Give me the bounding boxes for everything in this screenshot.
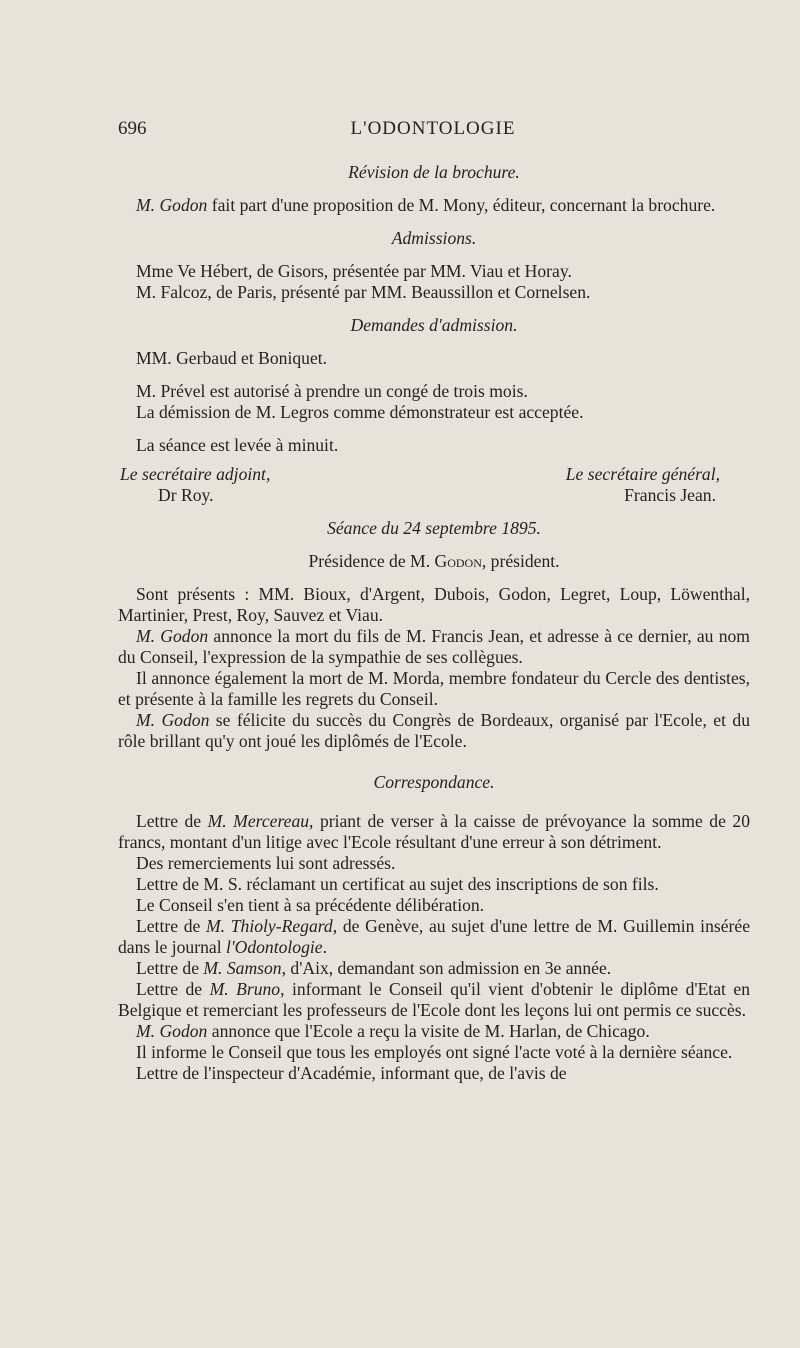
speaker-name: M. Godon [136,195,208,215]
paragraph-text: , de Genève, au sujet d'une lettre de M. Guillemin insérée dans le journal [118,916,750,957]
paragraph [118,710,750,752]
closing-line: La séance est levée à minuit. [136,435,339,455]
president-name: Godon [434,551,482,571]
demande-line: MM. Gerbaud et Boniquet. [136,348,328,368]
paragraph-text: annonce que l'Ecole a reçu la visite de M. Harlan, de Chicago. [207,1021,650,1041]
signature-right [566,464,750,506]
section-heading-revision: Révision de la brochure. [348,162,520,182]
paragraph [118,958,750,979]
section-heading-seance: Séance du 24 septembre 1895. [327,518,541,538]
paragraph-text: annonce la mort du fils de M. Francis Jean, et adresse à ce dernier, au nom du Conseil, l'expression de la sympathie de ses collègues. [118,626,750,667]
page-header [118,118,748,142]
paragraph-text: , priant de verser à la caisse de prévoyance la somme de 20 francs, montant d'un litige avec l'Ecole résultant d'une erreur à son détriment. [118,811,750,852]
paragraph: Des remerciements lui sont adressés. [136,853,396,873]
demande-line: M. Prével est autorisé à prendre un congé de trois mois. [136,381,528,401]
paragraph [118,811,750,853]
speaker-name: M. Thioly-Regard [206,916,333,936]
section-heading-admissions: Admissions. [391,228,477,248]
page-body [118,162,750,1084]
signature-title: Le secrétaire adjoint, [120,464,271,484]
paragraph-text: fait part d'une proposition de M. Mony, éditeur, concernant la brochure. [207,195,716,215]
presidence-line [118,551,750,572]
running-title: L'ODONTOLOGIE [350,118,516,139]
paragraph-text: , informant le Conseil qu'il vient d'obtenir le diplôme d'Etat en Belgique et remerciant les professeurs de l'Ecole dont les leçons lui ont permis ce succès. [118,979,750,1020]
journal-title: l'Odontologie [225,937,323,957]
paragraph-text: Lettre de [136,979,210,999]
paragraph: Lettre de M. S. réclamant un certificat au sujet des inscriptions de son fils. [136,874,659,894]
paragraph-text: se félicite du succès du Congrès de Bordeaux, organisé par l'Ecole, et du rôle brillant qu'y ont joué les diplômés de l'Ecole. [118,710,750,751]
signature-block [118,464,750,506]
speaker-name: M. Godon [136,1021,208,1041]
paragraph: Il informe le Conseil que tous les employés ont signé l'acte voté à la dernière séance. [136,1042,733,1062]
paragraph [118,979,750,1021]
speaker-name: M. Godon [136,626,209,646]
paragraph-revision [118,195,750,216]
signature-title: Le secrétaire général, [565,464,720,484]
speaker-name: M. Mercereau [207,811,310,831]
presents-paragraph: Sont présents : MM. Bioux, d'Argent, Dubois, Godon, Legret, Loup, Löwenthal, Martinier, Prest, Roy, Sauvez et Viau. [118,584,750,625]
section-heading-demandes: Demandes d'admission. [350,315,518,335]
section-heading-correspondance: Correspondance. [373,772,495,792]
paragraph-text: Lettre de [136,811,208,831]
paragraph-text: . [322,937,328,957]
demande-line: La démission de M. Legros comme démonstrateur est acceptée. [136,402,584,422]
paragraph: Il annonce également la mort de M. Morda, membre fondateur du Cercle des dentistes, et présente à la famille les regrets du Conseil. [118,668,750,709]
paragraph [118,626,750,668]
speaker-name: M. Godon [136,710,210,730]
paragraph-text: Lettre de [136,916,207,936]
signature-name: Francis Jean. [624,485,716,505]
presidence-prefix: Présidence de M. [308,551,435,571]
signature-left [118,464,270,506]
signature-name: Dr Roy. [158,485,214,505]
page-number: 696 [118,118,147,139]
presidence-suffix: , président. [481,551,560,571]
speaker-name: M. Samson [203,958,282,978]
paragraph [118,1021,750,1042]
paragraph: Le Conseil s'en tient à sa précédente délibération. [136,895,485,915]
admission-line: Mme Ve Hébert, de Gisors, présentée par MM. Viau et Horay. [136,261,572,281]
admission-line: M. Falcoz, de Paris, présenté par MM. Beaussillon et Cornelsen. [136,282,591,302]
speaker-name: M. Bruno [209,979,281,999]
paragraph: Lettre de l'inspecteur d'Académie, informant que, de l'avis de [136,1063,567,1083]
paragraph-text: , d'Aix, demandant son admission en 3e année. [281,958,612,978]
paragraph-text: Lettre de [136,958,204,978]
paragraph [118,916,750,958]
